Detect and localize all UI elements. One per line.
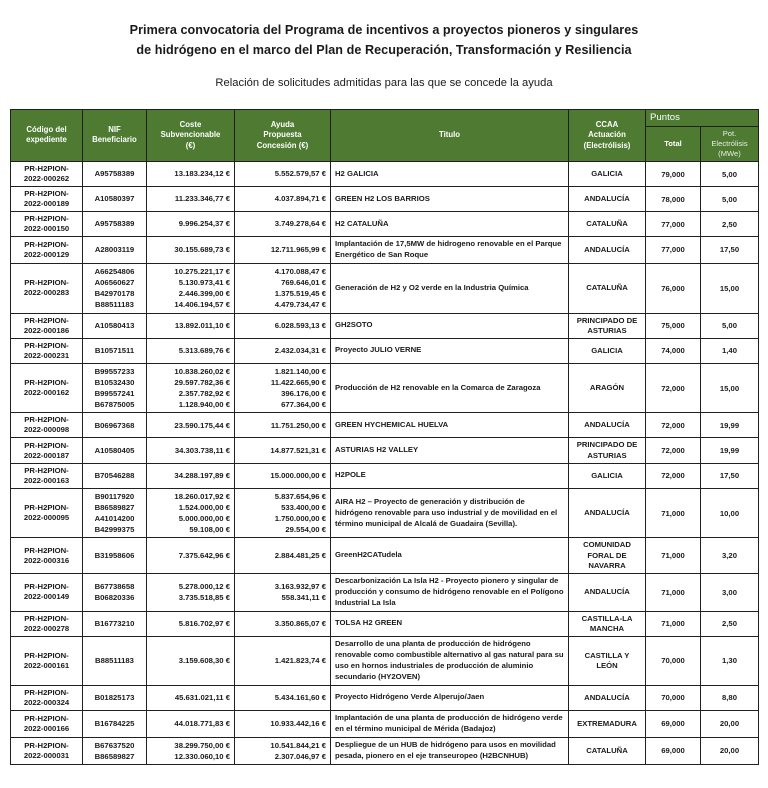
cell-puntos-total: 72,000	[646, 463, 701, 488]
cell-ccaa-actuacion: GALICIA	[569, 463, 646, 488]
cell-nif-beneficiario: B88511183	[83, 636, 147, 685]
cell-coste-subvencionable: 10.275.221,17 € 5.130.973,41 € 2.446.399,00 € 14.406.194,57 €	[147, 263, 235, 313]
cell-codigo-expediente: PR-H2PION- 2022-000129	[11, 237, 83, 264]
cell-titulo: Implantación de 17,5MW de hidrogeno renovable en el Parque Energético de San Roque	[331, 237, 569, 264]
document-title-line-2: de hidrógeno en el marco del Plan de Recuperación, Transformación y Resiliencia	[136, 43, 632, 58]
cell-ayuda-propuesta: 10.933.442,16 €	[235, 710, 331, 737]
cell-ccaa-actuacion: ANDALUCÍA	[569, 413, 646, 438]
cell-pot-electrolisis: 10,00	[701, 488, 759, 538]
cell-puntos-total: 72,000	[646, 363, 701, 413]
cell-pot-electrolisis: 5,00	[701, 187, 759, 212]
table-row	[11, 685, 759, 710]
table-row	[11, 263, 759, 313]
document-subtitle: Relación de solicitudes admitidas para las que se concede la ayuda	[215, 76, 553, 89]
cell-codigo-expediente: PR-H2PION- 2022-000231	[11, 338, 83, 363]
table-row	[11, 463, 759, 488]
cell-titulo: Proyecto Hidrógeno Verde Alperujo/Jaen	[331, 685, 569, 710]
cell-codigo-expediente: PR-H2PION- 2022-000262	[11, 162, 83, 187]
cell-coste-subvencionable: 18.260.017,92 € 1.524.000,00 € 5.000.000,00 € 59.108,00 €	[147, 488, 235, 538]
cell-nif-beneficiario: A66254806 A06560627 B42970178 B88511183	[83, 263, 147, 313]
cell-coste-subvencionable: 10.838.260,02 € 29.597.782,36 € 2.357.782,92 € 1.128.940,00 €	[147, 363, 235, 413]
cell-titulo: Proyecto JULIO VERNE	[331, 338, 569, 363]
cell-nif-beneficiario: A28003119	[83, 237, 147, 264]
cell-codigo-expediente: PR-H2PION- 2022-000283	[11, 263, 83, 313]
cell-puntos-total: 69,000	[646, 710, 701, 737]
cell-ccaa-actuacion: COMUNIDAD FORAL DE NAVARRA	[569, 538, 646, 573]
cell-nif-beneficiario: B06967368	[83, 413, 147, 438]
cell-titulo: Desarrollo de una planta de producción de hidrógeno renovable como combustible alternativo al gas natural para su uso en hornos industriales de producción de aluminio secundario (HY2OVEN)	[331, 636, 569, 685]
table-row	[11, 636, 759, 685]
cell-titulo: Generación de H2 y O2 verde en la Industria Química	[331, 263, 569, 313]
col-header-puntos-group: Puntos	[646, 109, 759, 127]
cell-pot-electrolisis: 17,50	[701, 237, 759, 264]
cell-puntos-total: 75,000	[646, 313, 701, 338]
cell-codigo-expediente: PR-H2PION- 2022-000187	[11, 438, 83, 463]
table-row	[11, 162, 759, 187]
cell-ayuda-propuesta: 15.000.000,00 €	[235, 463, 331, 488]
table-header-row-1	[11, 109, 759, 127]
cell-pot-electrolisis: 20,00	[701, 710, 759, 737]
cell-pot-electrolisis: 19,99	[701, 413, 759, 438]
cell-ccaa-actuacion: ANDALUCÍA	[569, 488, 646, 538]
cell-pot-electrolisis: 15,00	[701, 363, 759, 413]
cell-pot-electrolisis: 1,40	[701, 338, 759, 363]
cell-puntos-total: 77,000	[646, 212, 701, 237]
cell-nif-beneficiario: A10580405	[83, 438, 147, 463]
cell-titulo: TOLSA H2 GREEN	[331, 611, 569, 636]
col-header-ayuda: Ayuda Propuesta Concesión (€)	[235, 109, 331, 161]
col-header-pot-electrolisis: Pot. Electrólisis (MWe)	[701, 127, 759, 162]
cell-coste-subvencionable: 5.278.000,12 € 3.735.518,85 €	[147, 573, 235, 611]
cell-nif-beneficiario: A95758389	[83, 212, 147, 237]
cell-pot-electrolisis: 5,00	[701, 313, 759, 338]
cell-ayuda-propuesta: 6.028.593,13 €	[235, 313, 331, 338]
cell-titulo: H2POLE	[331, 463, 569, 488]
cell-titulo: GREEN HYCHEMICAL HUELVA	[331, 413, 569, 438]
cell-nif-beneficiario: B90117920 B86589827 A41014200 B42999375	[83, 488, 147, 538]
col-header-titulo: Titulo	[331, 109, 569, 161]
cell-nif-beneficiario: B16773210	[83, 611, 147, 636]
table-row	[11, 338, 759, 363]
cell-coste-subvencionable: 23.590.175,44 €	[147, 413, 235, 438]
cell-pot-electrolisis: 2,50	[701, 212, 759, 237]
cell-ayuda-propuesta: 3.163.932,97 € 558.341,11 €	[235, 573, 331, 611]
table-row	[11, 611, 759, 636]
cell-ccaa-actuacion: CASTILLA Y LEÓN	[569, 636, 646, 685]
cell-puntos-total: 77,000	[646, 237, 701, 264]
cell-coste-subvencionable: 3.159.608,30 €	[147, 636, 235, 685]
table-row	[11, 710, 759, 737]
cell-puntos-total: 79,000	[646, 162, 701, 187]
cell-codigo-expediente: PR-H2PION- 2022-000163	[11, 463, 83, 488]
cell-titulo: H2 CATALUÑA	[331, 212, 569, 237]
cell-coste-subvencionable: 13.892.011,10 €	[147, 313, 235, 338]
cell-ayuda-propuesta: 1.821.140,00 € 11.422.665,90 € 396.176,00 € 677.364,00 €	[235, 363, 331, 413]
col-header-nif: NIF Beneficiario	[83, 109, 147, 161]
col-header-coste: Coste Subvencionable (€)	[147, 109, 235, 161]
cell-titulo: GH2SOTO	[331, 313, 569, 338]
table-row	[11, 438, 759, 463]
table-head	[11, 109, 759, 161]
cell-puntos-total: 69,000	[646, 737, 701, 764]
cell-puntos-total: 72,000	[646, 413, 701, 438]
cell-coste-subvencionable: 5.816.702,97 €	[147, 611, 235, 636]
cell-coste-subvencionable: 38.299.750,00 € 12.330.060,10 €	[147, 737, 235, 764]
cell-codigo-expediente: PR-H2PION- 2022-000186	[11, 313, 83, 338]
cell-coste-subvencionable: 11.233.346,77 €	[147, 187, 235, 212]
cell-ayuda-propuesta: 5.837.654,96 € 533.400,00 € 1.750.000,00 € 29.554,00 €	[235, 488, 331, 538]
grants-table	[10, 109, 759, 765]
cell-pot-electrolisis: 17,50	[701, 463, 759, 488]
cell-ayuda-propuesta: 2.432.034,31 €	[235, 338, 331, 363]
cell-pot-electrolisis: 19,99	[701, 438, 759, 463]
cell-puntos-total: 76,000	[646, 263, 701, 313]
cell-ccaa-actuacion: GALICIA	[569, 162, 646, 187]
cell-ccaa-actuacion: ANDALUCÍA	[569, 237, 646, 264]
cell-coste-subvencionable: 44.018.771,83 €	[147, 710, 235, 737]
cell-codigo-expediente: PR-H2PION- 2022-000316	[11, 538, 83, 573]
table-row	[11, 538, 759, 573]
cell-pot-electrolisis: 20,00	[701, 737, 759, 764]
cell-puntos-total: 74,000	[646, 338, 701, 363]
cell-codigo-expediente: PR-H2PION- 2022-000161	[11, 636, 83, 685]
table-row	[11, 737, 759, 764]
cell-puntos-total: 71,000	[646, 611, 701, 636]
cell-coste-subvencionable: 5.313.689,76 €	[147, 338, 235, 363]
cell-codigo-expediente: PR-H2PION- 2022-000095	[11, 488, 83, 538]
table-row	[11, 363, 759, 413]
cell-ayuda-propuesta: 2.884.481,25 €	[235, 538, 331, 573]
cell-nif-beneficiario: B70546288	[83, 463, 147, 488]
cell-coste-subvencionable: 34.288.197,89 €	[147, 463, 235, 488]
cell-ayuda-propuesta: 3.350.865,07 €	[235, 611, 331, 636]
cell-nif-beneficiario: B67738658 B06820336	[83, 573, 147, 611]
cell-titulo: GREEN H2 LOS BARRIOS	[331, 187, 569, 212]
cell-coste-subvencionable: 45.631.021,11 €	[147, 685, 235, 710]
cell-coste-subvencionable: 34.303.738,11 €	[147, 438, 235, 463]
cell-ccaa-actuacion: EXTREMADURA	[569, 710, 646, 737]
cell-nif-beneficiario: B16784225	[83, 710, 147, 737]
cell-codigo-expediente: PR-H2PION- 2022-000278	[11, 611, 83, 636]
cell-pot-electrolisis: 3,00	[701, 573, 759, 611]
cell-ccaa-actuacion: CATALUÑA	[569, 263, 646, 313]
cell-titulo: AIRA H2 – Proyecto de generación y distribución de hidrógeno renovable para uso industrial y de movilidad en el término municipal de Alcalá de Guadaira (Sevilla).	[331, 488, 569, 538]
table-row	[11, 187, 759, 212]
title-block	[10, 0, 758, 89]
cell-coste-subvencionable: 13.183.234,12 €	[147, 162, 235, 187]
document-title	[34, 20, 734, 61]
cell-puntos-total: 72,000	[646, 438, 701, 463]
cell-nif-beneficiario: A10580397	[83, 187, 147, 212]
cell-ayuda-propuesta: 10.541.844,21 € 2.307.046,97 €	[235, 737, 331, 764]
cell-codigo-expediente: PR-H2PION- 2022-000166	[11, 710, 83, 737]
table-row	[11, 237, 759, 264]
cell-puntos-total: 70,000	[646, 685, 701, 710]
cell-ayuda-propuesta: 5.434.161,60 €	[235, 685, 331, 710]
table-row	[11, 212, 759, 237]
cell-ayuda-propuesta: 1.421.823,74 €	[235, 636, 331, 685]
cell-ccaa-actuacion: GALICIA	[569, 338, 646, 363]
cell-codigo-expediente: PR-H2PION- 2022-000189	[11, 187, 83, 212]
cell-ccaa-actuacion: ANDALUCÍA	[569, 685, 646, 710]
table-row	[11, 573, 759, 611]
cell-nif-beneficiario: B67637520 B86589827	[83, 737, 147, 764]
cell-titulo: ASTURIAS H2 VALLEY	[331, 438, 569, 463]
cell-titulo: Producción de H2 renovable en la Comarca de Zaragoza	[331, 363, 569, 413]
grants-table-wrapper	[10, 109, 758, 765]
cell-nif-beneficiario: B31958606	[83, 538, 147, 573]
cell-coste-subvencionable: 9.996.254,37 €	[147, 212, 235, 237]
cell-ccaa-actuacion: CATALUÑA	[569, 737, 646, 764]
cell-codigo-expediente: PR-H2PION- 2022-000324	[11, 685, 83, 710]
cell-titulo: H2 GALICIA	[331, 162, 569, 187]
cell-ayuda-propuesta: 12.711.965,99 €	[235, 237, 331, 264]
cell-titulo: Despliegue de un HUB de hidrógeno para usos en movilidad pesada, pionero en el eje transeuropeo (H2BCNHUB)	[331, 737, 569, 764]
cell-ccaa-actuacion: ANDALUCÍA	[569, 573, 646, 611]
cell-puntos-total: 70,000	[646, 636, 701, 685]
cell-ccaa-actuacion: PRINCIPADO DE ASTURIAS	[569, 313, 646, 338]
cell-ayuda-propuesta: 4.170.088,47 € 769.646,01 € 1.375.519,45 € 4.479.734,47 €	[235, 263, 331, 313]
cell-titulo: Descarbonización La Isla H2 - Proyecto pionero y singular de producción y consumo de hidrógeno renovable en el Polígono Industrial La Isla	[331, 573, 569, 611]
cell-ayuda-propuesta: 11.751.250,00 €	[235, 413, 331, 438]
cell-nif-beneficiario: B01825173	[83, 685, 147, 710]
cell-pot-electrolisis: 8,80	[701, 685, 759, 710]
cell-puntos-total: 78,000	[646, 187, 701, 212]
cell-ayuda-propuesta: 14.877.521,31 €	[235, 438, 331, 463]
table-row	[11, 313, 759, 338]
cell-puntos-total: 71,000	[646, 573, 701, 611]
cell-ccaa-actuacion: CATALUÑA	[569, 212, 646, 237]
table-row	[11, 413, 759, 438]
cell-codigo-expediente: PR-H2PION- 2022-000162	[11, 363, 83, 413]
cell-nif-beneficiario: A10580413	[83, 313, 147, 338]
col-header-total: Total	[646, 127, 701, 162]
cell-codigo-expediente: PR-H2PION- 2022-000150	[11, 212, 83, 237]
cell-ayuda-propuesta: 3.749.278,64 €	[235, 212, 331, 237]
cell-ccaa-actuacion: ARAGÓN	[569, 363, 646, 413]
cell-codigo-expediente: PR-H2PION- 2022-000149	[11, 573, 83, 611]
cell-pot-electrolisis: 1,30	[701, 636, 759, 685]
table-body	[11, 162, 759, 765]
cell-pot-electrolisis: 15,00	[701, 263, 759, 313]
cell-puntos-total: 71,000	[646, 488, 701, 538]
cell-ayuda-propuesta: 5.552.579,57 €	[235, 162, 331, 187]
cell-nif-beneficiario: B99557233 B10532430 B99557241 B67875005	[83, 363, 147, 413]
cell-coste-subvencionable: 30.155.689,73 €	[147, 237, 235, 264]
cell-codigo-expediente: PR-H2PION- 2022-000098	[11, 413, 83, 438]
cell-titulo: Implantación de una planta de producción de hidrógeno verde en el término municipal de Mérida (Badajoz)	[331, 710, 569, 737]
cell-codigo-expediente: PR-H2PION- 2022-000031	[11, 737, 83, 764]
col-header-codigo: Código del expediente	[11, 109, 83, 161]
cell-nif-beneficiario: A95758389	[83, 162, 147, 187]
document-title-line-1: Primera convocatoria del Programa de incentivos a proyectos pioneros y singulares	[129, 23, 639, 37]
cell-nif-beneficiario: B10571511	[83, 338, 147, 363]
cell-puntos-total: 71,000	[646, 538, 701, 573]
table-row	[11, 488, 759, 538]
cell-coste-subvencionable: 7.375.642,96 €	[147, 538, 235, 573]
col-header-ccaa: CCAA Actuación (Electrólisis)	[569, 109, 646, 161]
cell-pot-electrolisis: 3,20	[701, 538, 759, 573]
cell-titulo: GreenH2CATudela	[331, 538, 569, 573]
cell-ccaa-actuacion: PRINCIPADO DE ASTURIAS	[569, 438, 646, 463]
cell-ccaa-actuacion: CASTILLA-LA MANCHA	[569, 611, 646, 636]
cell-ccaa-actuacion: ANDALUCÍA	[569, 187, 646, 212]
cell-ayuda-propuesta: 4.037.894,71 €	[235, 187, 331, 212]
cell-pot-electrolisis: 5,00	[701, 162, 759, 187]
cell-pot-electrolisis: 2,50	[701, 611, 759, 636]
